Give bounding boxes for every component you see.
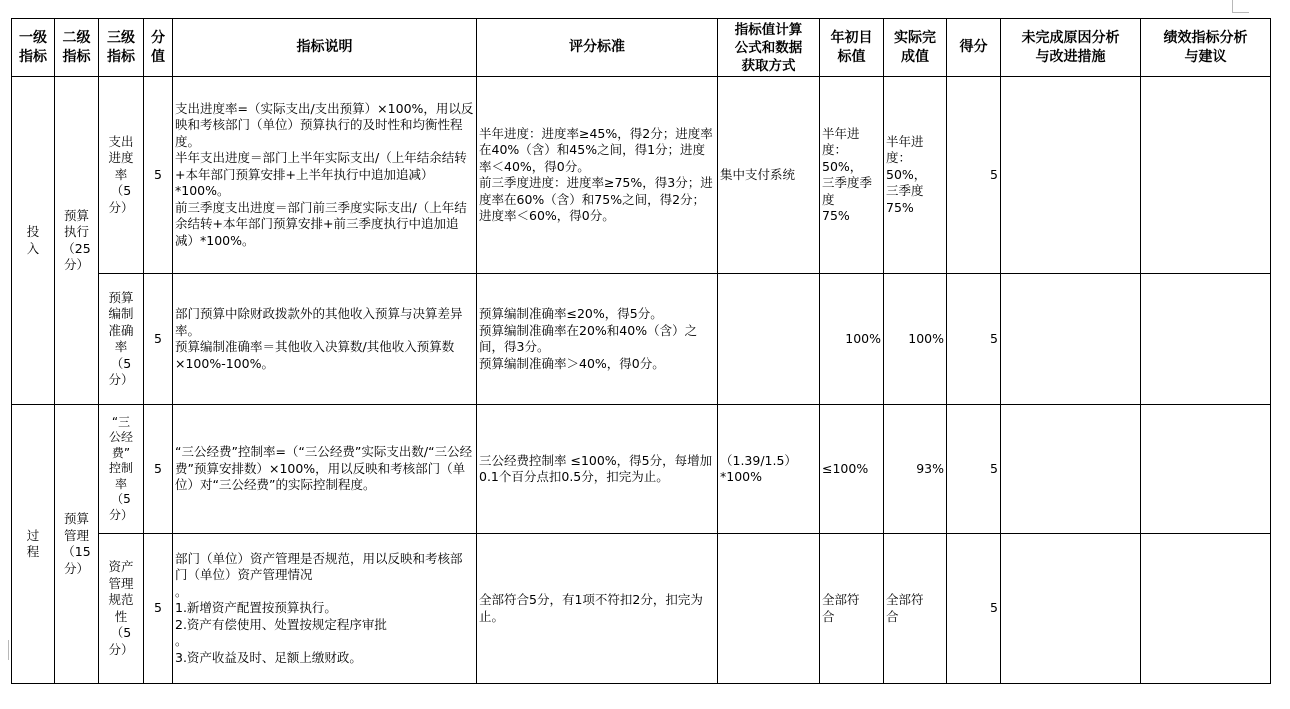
page-corner-mark-left — [0, 640, 9, 660]
row-suggestion — [1141, 534, 1271, 684]
row-criteria: 三公经费控制率 ≤100%，得5分，每增加0.1个百分点扣0.5分，扣完为止。 — [477, 405, 718, 534]
row-value: 5 — [144, 405, 173, 534]
header-level1: 一级 指标 — [12, 19, 55, 77]
header-level2: 二级 指标 — [55, 19, 99, 77]
row-value: 5 — [144, 77, 173, 274]
performance-indicator-table — [11, 18, 1271, 684]
row-formula: （1.39/1.5）*100% — [718, 405, 820, 534]
header-score-value: 分 值 — [144, 19, 173, 77]
row-actual: 93% — [884, 405, 947, 534]
row-formula: 集中支付系统 — [718, 77, 820, 274]
row-criteria: 全部符合5分，有1项不符扣2分，扣完为止。 — [477, 534, 718, 684]
header-row — [12, 19, 1271, 77]
header-level3: 三级 指标 — [99, 19, 144, 77]
row-value: 5 — [144, 274, 173, 405]
row-target: 100% — [820, 274, 884, 405]
row-formula — [718, 534, 820, 684]
row-score: 5 — [947, 77, 1001, 274]
row-description: “三公经费”控制率=（“三公经费”实际支出数/“三公经费”预算安排数）×100%，用以反映和考核部门（单位）对“三公经费”的实际控制程度。 — [173, 405, 477, 534]
header-score: 得分 — [947, 19, 1001, 77]
row-criteria: 半年进度：进度率≥45%，得2分；进度率在40%（含）和45%之间，得1分；进度率＜40%，得0分。 前三季度进度：进度率≥75%，得3分；进度率在60%（含）和75%之间，得2分；进度率＜60%，得0分。 — [477, 77, 718, 274]
row-reason — [1001, 405, 1141, 534]
row-reason — [1001, 274, 1141, 405]
row-actual: 全部符 合 — [884, 534, 947, 684]
header-actual: 实际完 成值 — [884, 19, 947, 77]
row-target: ≤100% — [820, 405, 884, 534]
row-target: 半年进度： 50%， 三季度季度 75% — [820, 77, 884, 274]
row-suggestion — [1141, 274, 1271, 405]
row-actual: 半年进度： 50%， 三季度 75% — [884, 77, 947, 274]
group-input: 投 入 — [12, 77, 55, 405]
row-description: 支出进度率=（实际支出/支出预算）×100%，用以反映和考核部门（单位）预算执行的及时性和均衡性程度。 半年支出进度＝部门上半年实际支出/（上年结余结转+本年部门预算安排+上半年执行中追加追减）*100%。 前三季度支出进度＝部门前三季度实际支出/（上年结余结转+本年部门预算安排+前三季度执行中追加追减）*100%。 — [173, 77, 477, 274]
row-suggestion — [1141, 77, 1271, 274]
row-description: 部门（单位）资产管理是否规范，用以反映和考核部门（单位）资产管理情况 。 1.新增资产配置按预算执行。 2.资产有偿使用、处置按规定程序审批 。 3.资产收益及时、足额上缴财政。 — [173, 534, 477, 684]
row-formula — [718, 274, 820, 405]
table-row — [12, 405, 1271, 534]
row-score: 5 — [947, 534, 1001, 684]
group-budget-exec: 预算 执行 （25 分） — [55, 77, 99, 405]
row-score: 5 — [947, 274, 1001, 405]
row-description: 部门预算中除财政拨款外的其他收入预算与决算差异率。 预算编制准确率＝其他收入决算数/其他收入预算数×100%-100%。 — [173, 274, 477, 405]
page-corner-mark — [1232, 0, 1249, 13]
header-criteria: 评分标准 — [477, 19, 718, 77]
header-reason: 未完成原因分析 与改进措施 — [1001, 19, 1141, 77]
header-target: 年初目 标值 — [820, 19, 884, 77]
table-row — [12, 77, 1271, 274]
group-budget-mgmt: 预算 管理 （15 分） — [55, 405, 99, 684]
row-reason — [1001, 534, 1141, 684]
row-target: 全部符 合 — [820, 534, 884, 684]
header-description: 指标说明 — [173, 19, 477, 77]
row-score: 5 — [947, 405, 1001, 534]
row-level3: 资产 管理 规范 性 （5 分） — [99, 534, 144, 684]
header-suggestion: 绩效指标分析 与建议 — [1141, 19, 1271, 77]
row-level3: 支出 进度 率 （5 分） — [99, 77, 144, 274]
row-level3: “三 公经 费” 控制 率 （5 分） — [99, 405, 144, 534]
row-reason — [1001, 77, 1141, 274]
row-suggestion — [1141, 405, 1271, 534]
row-criteria: 预算编制准确率≤20%，得5分。 预算编制准确率在20%和40%（含）之间，得3分。 预算编制准确率＞40%，得0分。 — [477, 274, 718, 405]
row-value: 5 — [144, 534, 173, 684]
group-process: 过 程 — [12, 405, 55, 684]
header-formula: 指标值计算 公式和数据 获取方式 — [718, 19, 820, 77]
table-row — [12, 534, 1271, 684]
row-level3: 预算 编制 准确 率 （5 分） — [99, 274, 144, 405]
row-actual: 100% — [884, 274, 947, 405]
table-row — [12, 274, 1271, 405]
